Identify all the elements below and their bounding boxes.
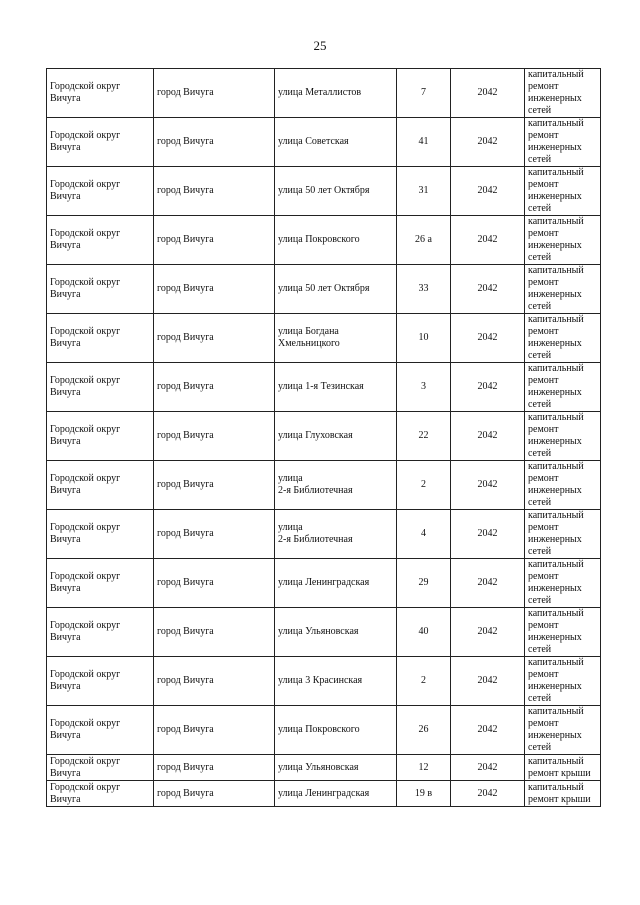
city-cell bbox=[154, 412, 275, 461]
street-cell bbox=[275, 118, 397, 167]
district-cell bbox=[47, 314, 154, 363]
district-cell-text: Городской округ Вичуга bbox=[50, 326, 121, 349]
city-cell-text: город Вичуга bbox=[157, 234, 214, 245]
table-row bbox=[47, 216, 601, 265]
year-cell-text: 2042 bbox=[477, 234, 498, 245]
work-type-cell-text: капитальный ремонт инженерных сетей bbox=[528, 510, 584, 557]
district-cell-text: Городской округ Вичуга bbox=[50, 81, 121, 104]
house-number-cell bbox=[397, 118, 451, 167]
work-type-cell-text: капитальный ремонт инженерных сетей bbox=[528, 69, 584, 116]
city-cell bbox=[154, 781, 275, 807]
house-number-cell-text: 29 bbox=[418, 577, 429, 588]
year-cell-text: 2042 bbox=[477, 283, 498, 294]
house-number-cell-text: 41 bbox=[418, 136, 429, 147]
work-type-cell-text: капитальный ремонт инженерных сетей bbox=[528, 657, 584, 704]
city-cell-text: город Вичуга bbox=[157, 479, 214, 490]
work-type-cell bbox=[525, 781, 601, 807]
street-cell-text: улица Металлистов bbox=[278, 87, 362, 98]
house-number-cell-text: 10 bbox=[418, 332, 429, 343]
year-cell-text: 2042 bbox=[477, 332, 498, 343]
table-row bbox=[47, 706, 601, 755]
house-number-cell bbox=[397, 412, 451, 461]
district-cell bbox=[47, 461, 154, 510]
street-cell-text: улица Глуховская bbox=[278, 430, 353, 441]
city-cell bbox=[154, 461, 275, 510]
district-cell-text: Городской округ Вичуга bbox=[50, 756, 121, 779]
street-cell-text: улица Покровского bbox=[278, 234, 360, 245]
house-number-cell-text: 2 bbox=[421, 675, 426, 686]
year-cell bbox=[451, 363, 525, 412]
district-cell-text: Городской округ Вичуга bbox=[50, 571, 121, 594]
street-cell bbox=[275, 314, 397, 363]
district-cell bbox=[47, 559, 154, 608]
house-number-cell bbox=[397, 781, 451, 807]
house-number-cell-text: 2 bbox=[421, 479, 426, 490]
house-number-cell-text: 7 bbox=[421, 87, 426, 98]
work-type-cell-text: капитальный ремонт инженерных сетей bbox=[528, 265, 584, 312]
year-cell bbox=[451, 559, 525, 608]
street-cell bbox=[275, 608, 397, 657]
table-row bbox=[47, 314, 601, 363]
city-cell bbox=[154, 559, 275, 608]
city-cell-text: город Вичуга bbox=[157, 332, 214, 343]
street-cell-text: улица Ульяновская bbox=[278, 761, 359, 773]
street-cell bbox=[275, 781, 397, 807]
year-cell bbox=[451, 657, 525, 706]
street-cell-text: улица Ленинградская bbox=[278, 787, 370, 799]
year-cell bbox=[451, 706, 525, 755]
year-cell bbox=[451, 510, 525, 559]
year-cell bbox=[451, 167, 525, 216]
street-cell-text: улица Ульяновская bbox=[278, 626, 359, 637]
work-type-cell bbox=[525, 314, 601, 363]
house-number-cell-text: 4 bbox=[421, 528, 426, 539]
table-row bbox=[47, 510, 601, 559]
district-cell bbox=[47, 608, 154, 657]
district-cell bbox=[47, 706, 154, 755]
street-cell bbox=[275, 216, 397, 265]
city-cell-text: город Вичуга bbox=[157, 675, 214, 686]
city-cell-text: город Вичуга bbox=[157, 430, 214, 441]
house-number-cell bbox=[397, 657, 451, 706]
city-cell bbox=[154, 216, 275, 265]
street-cell-text: улица 2-я Библиотечная bbox=[278, 522, 353, 545]
repair-schedule-table bbox=[46, 68, 601, 807]
work-type-cell-text: капитальный ремонт инженерных сетей bbox=[528, 363, 584, 410]
year-cell-text: 2042 bbox=[477, 381, 498, 392]
work-type-cell bbox=[525, 118, 601, 167]
year-cell bbox=[451, 216, 525, 265]
city-cell bbox=[154, 608, 275, 657]
year-cell bbox=[451, 265, 525, 314]
work-type-cell-text: капитальный ремонт инженерных сетей bbox=[528, 461, 584, 508]
year-cell bbox=[451, 608, 525, 657]
year-cell bbox=[451, 69, 525, 118]
table-row bbox=[47, 755, 601, 781]
street-cell-text: улица 50 лет Октября bbox=[278, 283, 370, 294]
city-cell bbox=[154, 69, 275, 118]
house-number-cell bbox=[397, 559, 451, 608]
work-type-cell-text: капитальный ремонт крыши bbox=[528, 755, 591, 779]
street-cell-text: улица Советская bbox=[278, 136, 349, 147]
city-cell bbox=[154, 706, 275, 755]
work-type-cell-text: капитальный ремонт инженерных сетей bbox=[528, 559, 584, 606]
street-cell bbox=[275, 69, 397, 118]
work-type-cell-text: капитальный ремонт крыши bbox=[528, 781, 591, 805]
city-cell bbox=[154, 167, 275, 216]
city-cell-text: город Вичуга bbox=[157, 136, 214, 147]
work-type-cell bbox=[525, 706, 601, 755]
year-cell bbox=[451, 755, 525, 781]
street-cell-text: улица 2-я Библиотечная bbox=[278, 473, 353, 496]
work-type-cell bbox=[525, 167, 601, 216]
work-type-cell-text: капитальный ремонт инженерных сетей bbox=[528, 314, 584, 361]
table-body bbox=[47, 69, 601, 807]
city-cell bbox=[154, 363, 275, 412]
district-cell-text: Городской округ Вичуга bbox=[50, 424, 121, 447]
street-cell bbox=[275, 755, 397, 781]
house-number-cell bbox=[397, 216, 451, 265]
city-cell-text: город Вичуга bbox=[157, 283, 214, 294]
work-type-cell bbox=[525, 265, 601, 314]
work-type-cell bbox=[525, 69, 601, 118]
work-type-cell bbox=[525, 510, 601, 559]
work-type-cell bbox=[525, 608, 601, 657]
city-cell-text: город Вичуга bbox=[157, 724, 214, 735]
district-cell-text: Городской округ Вичуга bbox=[50, 130, 121, 153]
year-cell-text: 2042 bbox=[477, 787, 498, 799]
year-cell-text: 2042 bbox=[477, 761, 498, 773]
house-number-cell-text: 40 bbox=[418, 626, 429, 637]
district-cell-text: Городской округ Вичуга bbox=[50, 228, 121, 251]
year-cell bbox=[451, 412, 525, 461]
district-cell bbox=[47, 510, 154, 559]
house-number-cell-text: 26 а bbox=[415, 234, 432, 245]
street-cell-text: улица Ленинградская bbox=[278, 577, 370, 588]
work-type-cell bbox=[525, 559, 601, 608]
city-cell bbox=[154, 510, 275, 559]
year-cell-text: 2042 bbox=[477, 626, 498, 637]
district-cell-text: Городской округ Вичуга bbox=[50, 782, 121, 805]
work-type-cell bbox=[525, 216, 601, 265]
house-number-cell-text: 22 bbox=[418, 430, 429, 441]
work-type-cell bbox=[525, 412, 601, 461]
year-cell-text: 2042 bbox=[477, 185, 498, 196]
city-cell bbox=[154, 314, 275, 363]
house-number-cell-text: 31 bbox=[418, 185, 429, 196]
table-row bbox=[47, 657, 601, 706]
year-cell-text: 2042 bbox=[477, 430, 498, 441]
district-cell-text: Городской округ Вичуга bbox=[50, 375, 121, 398]
year-cell bbox=[451, 314, 525, 363]
work-type-cell bbox=[525, 657, 601, 706]
work-type-cell-text: капитальный ремонт инженерных сетей bbox=[528, 167, 584, 214]
table-row bbox=[47, 363, 601, 412]
table-row bbox=[47, 265, 601, 314]
year-cell bbox=[451, 118, 525, 167]
house-number-cell bbox=[397, 608, 451, 657]
district-cell bbox=[47, 118, 154, 167]
house-number-cell-text: 26 bbox=[418, 724, 429, 735]
house-number-cell bbox=[397, 265, 451, 314]
house-number-cell-text: 3 bbox=[421, 381, 426, 392]
house-number-cell bbox=[397, 461, 451, 510]
street-cell-text: улица 1-я Тезинская bbox=[278, 381, 364, 392]
street-cell-text: улица 3 Красинская bbox=[278, 675, 363, 686]
street-cell-text: улица Богдана Хмельницкого bbox=[278, 326, 340, 349]
city-cell-text: город Вичуга bbox=[157, 381, 214, 392]
house-number-cell bbox=[397, 755, 451, 781]
year-cell-text: 2042 bbox=[477, 528, 498, 539]
house-number-cell bbox=[397, 69, 451, 118]
city-cell bbox=[154, 265, 275, 314]
district-cell bbox=[47, 69, 154, 118]
house-number-cell-text: 12 bbox=[418, 761, 429, 773]
street-cell bbox=[275, 461, 397, 510]
street-cell-text: улица Покровского bbox=[278, 724, 360, 735]
street-cell bbox=[275, 363, 397, 412]
district-cell-text: Городской округ Вичуга bbox=[50, 620, 121, 643]
table-row bbox=[47, 167, 601, 216]
city-cell bbox=[154, 755, 275, 781]
city-cell bbox=[154, 657, 275, 706]
work-type-cell-text: капитальный ремонт инженерных сетей bbox=[528, 412, 584, 459]
house-number-cell bbox=[397, 706, 451, 755]
table-row bbox=[47, 781, 601, 807]
district-cell bbox=[47, 167, 154, 216]
house-number-cell-text: 19 в bbox=[414, 787, 433, 799]
district-cell bbox=[47, 412, 154, 461]
district-cell-text: Городской округ Вичуга bbox=[50, 718, 121, 741]
table-row bbox=[47, 69, 601, 118]
work-type-cell-text: капитальный ремонт инженерных сетей bbox=[528, 706, 584, 753]
district-cell-text: Городской округ Вичуга bbox=[50, 179, 121, 202]
street-cell bbox=[275, 167, 397, 216]
year-cell-text: 2042 bbox=[477, 479, 498, 490]
district-cell bbox=[47, 265, 154, 314]
table-row bbox=[47, 559, 601, 608]
work-type-cell bbox=[525, 461, 601, 510]
year-cell bbox=[451, 461, 525, 510]
year-cell bbox=[451, 781, 525, 807]
district-cell-text: Городской округ Вичуга bbox=[50, 669, 121, 692]
street-cell-text: улица 50 лет Октября bbox=[278, 185, 370, 196]
work-type-cell-text: капитальный ремонт инженерных сетей bbox=[528, 608, 584, 655]
page-number: 25 bbox=[313, 38, 327, 53]
table-row bbox=[47, 412, 601, 461]
work-type-cell bbox=[525, 755, 601, 781]
street-cell bbox=[275, 412, 397, 461]
work-type-cell bbox=[525, 363, 601, 412]
house-number-cell bbox=[397, 314, 451, 363]
table-row bbox=[47, 118, 601, 167]
district-cell bbox=[47, 363, 154, 412]
year-cell-text: 2042 bbox=[477, 136, 498, 147]
street-cell bbox=[275, 657, 397, 706]
street-cell bbox=[275, 510, 397, 559]
year-cell-text: 2042 bbox=[477, 577, 498, 588]
work-type-cell-text: капитальный ремонт инженерных сетей bbox=[528, 216, 584, 263]
city-cell-text: город Вичуга bbox=[157, 185, 214, 196]
district-cell-text: Городской округ Вичуга bbox=[50, 473, 121, 496]
city-cell-text: город Вичуга bbox=[157, 87, 214, 98]
table-row bbox=[47, 461, 601, 510]
house-number-cell bbox=[397, 167, 451, 216]
district-cell-text: Городской округ Вичуга bbox=[50, 522, 121, 545]
district-cell bbox=[47, 657, 154, 706]
table-row bbox=[47, 608, 601, 657]
city-cell-text: город Вичуга bbox=[157, 626, 214, 637]
street-cell bbox=[275, 559, 397, 608]
work-type-cell-text: капитальный ремонт инженерных сетей bbox=[528, 118, 584, 165]
house-number-cell bbox=[397, 510, 451, 559]
house-number-cell bbox=[397, 363, 451, 412]
year-cell-text: 2042 bbox=[477, 724, 498, 735]
city-cell-text: город Вичуга bbox=[157, 528, 214, 539]
district-cell-text: Городской округ Вичуга bbox=[50, 277, 121, 300]
city-cell-text: город Вичуга bbox=[157, 787, 214, 799]
house-number-cell-text: 33 bbox=[418, 283, 429, 294]
district-cell bbox=[47, 216, 154, 265]
city-cell bbox=[154, 118, 275, 167]
year-cell-text: 2042 bbox=[477, 87, 498, 98]
year-cell-text: 2042 bbox=[477, 675, 498, 686]
street-cell bbox=[275, 265, 397, 314]
street-cell bbox=[275, 706, 397, 755]
city-cell-text: город Вичуга bbox=[157, 761, 214, 773]
city-cell-text: город Вичуга bbox=[157, 577, 214, 588]
district-cell bbox=[47, 781, 154, 807]
district-cell bbox=[47, 755, 154, 781]
